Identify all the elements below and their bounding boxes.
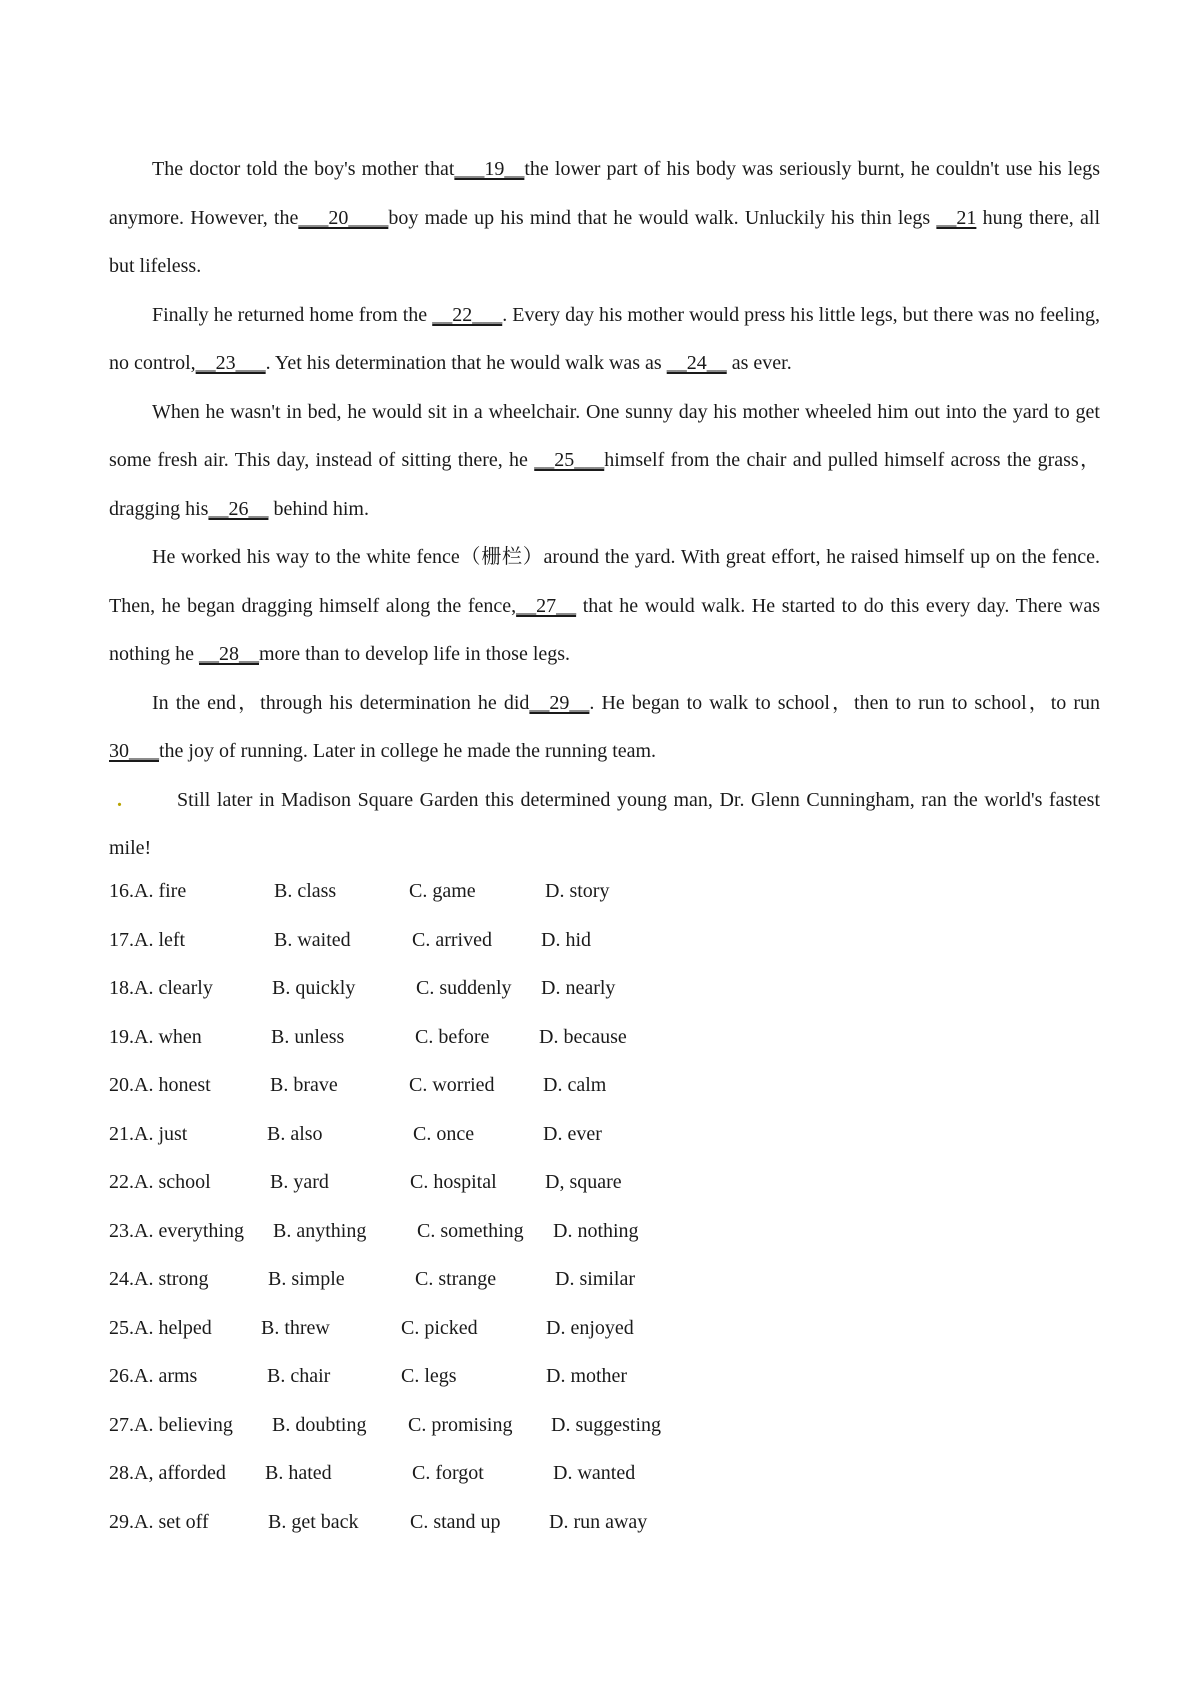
text: that he would walk. He started to do this every day. There was nothing he [109,594,1100,665]
option-a: 25.A. helped [109,1316,212,1339]
option-a: 21.A. just [109,1122,188,1145]
blank-28: __28__ [199,643,259,665]
option-c: C. stand up [410,1510,501,1533]
option-b: B. threw [261,1316,330,1339]
option-b: B. also [267,1122,323,1145]
blank-24: __24__ [666,352,727,374]
option-d: D. wanted [553,1462,636,1484]
text: the lower part of his body was seriously burnt, he couldn't use his legs anymore. However, the [109,158,1100,229]
blank-25: __25___ [534,449,605,471]
option-d: D. ever [543,1122,602,1145]
option-b: B. yard [270,1171,329,1193]
text: The doctor told the boy's mother that [152,158,455,180]
blank-22: __22___ [432,303,503,326]
option-b: B. class [274,880,337,902]
option-b: B. anything [273,1219,367,1242]
option-a: 23.A. everything [109,1219,244,1242]
text: boy made up his mind that he would walk. Unluckily his thin legs [388,206,937,229]
option-c: C. arrived [412,928,492,951]
option-a: 16.A. fire [109,880,187,902]
option-b: B. unless [271,1025,345,1048]
option-c: C. legs [401,1365,457,1387]
option-d: D. suggesting [551,1413,661,1436]
option-d: D. enjoyed [546,1316,634,1339]
option-b: B. brave [270,1074,338,1096]
blank-20: ___20____ [298,206,389,229]
blank-19: ___19__ [454,158,525,180]
option-c: C. something [417,1219,524,1242]
option-c: C. hospital [410,1171,497,1193]
option-b: B. chair [267,1365,331,1387]
option-c: C. game [409,880,476,902]
option-d: D. story [545,880,610,902]
option-b: B. waited [274,928,351,951]
option-c: C. suddenly [416,977,512,999]
option-d: D. because [539,1025,627,1048]
blank-23: __23___ [195,352,266,374]
text: In the end，through his determination he did [152,691,530,714]
option-a: 24.A. strong [109,1268,209,1290]
option-a: 29.A. set off [109,1510,209,1533]
paragraph-3 [109,388,1100,534]
paragraph-2 [109,291,1100,388]
text: Still later in Madison Square Garden this determined young man, Dr. Glenn Cunningham, ran the world's fastest mile! [109,788,1100,859]
option-a: 27.A. believing [109,1413,233,1436]
text: more than to develop life in those legs. [259,643,571,665]
option-a: 22.A. school [109,1171,211,1193]
blank-29: __29__ [529,691,590,714]
text: hung there, all but lifeless. [109,206,1100,277]
cloze-passage [109,145,1100,873]
blank-30: 30___ [109,740,159,762]
option-c: C. strange [415,1268,497,1290]
option-d: D. nearly [541,977,616,999]
option-d: D. nothing [553,1219,639,1242]
paragraph-1 [109,145,1100,291]
text: He worked his way to the white fence（栅栏）around the yard. With great effort, he raised himself up on the fence. Then, he began dragging himself along the fence, [109,546,1100,617]
option-d: D. hid [541,928,591,951]
option-a: 19.A. when [109,1025,202,1048]
option-a: 20.A. honest [109,1074,211,1096]
text: himself from the chair and pulled himself across the grass，dragging his [109,449,1100,520]
option-b: B. hated [265,1462,332,1484]
option-a: 18.A. clearly [109,977,213,999]
option-d: D. mother [546,1365,628,1387]
stray-dot-mark: . [117,788,122,811]
paragraph-4 [109,533,1100,679]
option-c: C. worried [409,1074,495,1096]
option-d: D, square [545,1171,622,1193]
option-b: B. get back [268,1510,359,1533]
text: When he wasn't in bed, he would sit in a wheelchair. One sunny day his mother wheeled him out into the yard to get some fresh air. This day, instead of sitting there, he [109,400,1100,471]
text: the joy of running. Later in college he made the running team. [159,740,657,762]
option-b: B. simple [268,1268,345,1290]
text: . Every day his mother would press his little legs, but there was no feeling, no control, [109,303,1100,374]
option-b: B. quickly [272,977,356,999]
option-c: C. before [415,1025,490,1048]
option-b: B. doubting [272,1413,367,1436]
option-a: 28.A, afforded [109,1462,226,1484]
paragraph-6 [109,776,1100,873]
text: Finally he returned home from the [152,303,433,326]
option-d: D. similar [555,1268,635,1290]
text: . He began to walk to school，then to run to school，to run [589,691,1101,714]
option-a: 26.A. arms [109,1365,198,1387]
option-a: 17.A. left [109,928,186,951]
option-d: D. run away [549,1510,648,1533]
text: . Yet his determination that he would walk was as [265,352,667,374]
paragraph-5 [109,679,1100,776]
option-c: C. once [413,1122,475,1145]
option-c: C. promising [408,1413,513,1436]
option-d: D. calm [543,1074,607,1096]
blank-27: __27__ [516,594,577,617]
option-c: C. picked [401,1316,478,1339]
option-c: C. forgot [412,1462,484,1484]
text: behind him. [268,497,369,520]
text: as ever. [726,352,792,374]
blank-26: __26__ [208,497,269,520]
blank-21: __21 [936,206,977,229]
